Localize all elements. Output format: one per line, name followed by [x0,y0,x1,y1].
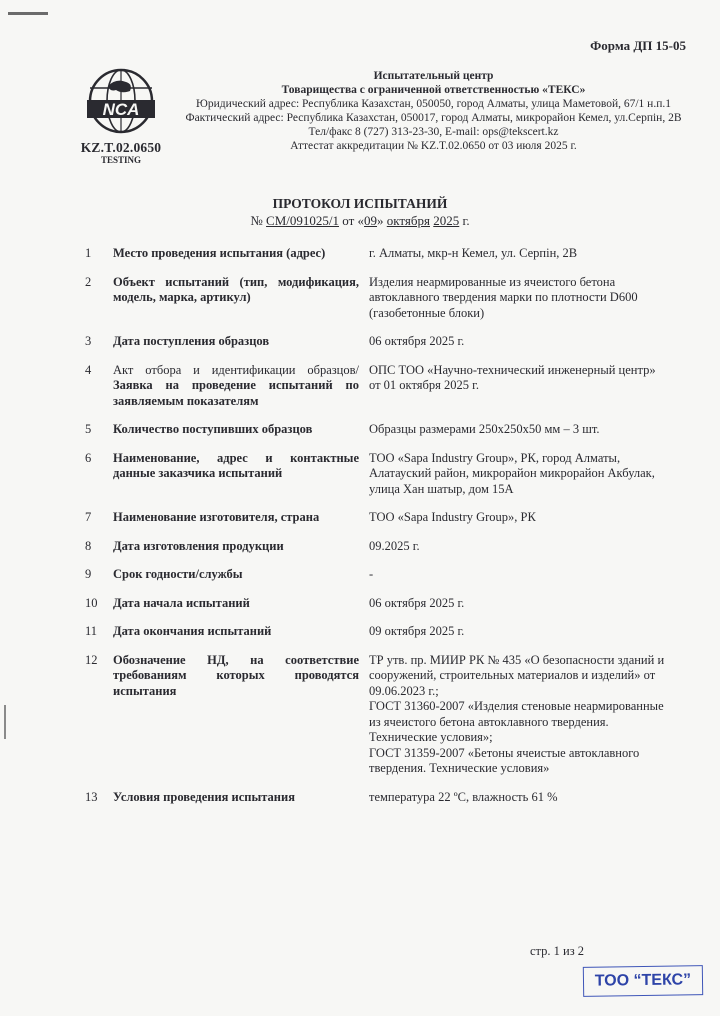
field-value: 09 октября 2025 г. [369,624,465,638]
protocol-year: 2025 [433,213,460,228]
protocol-month: октября [386,213,430,228]
field-value: 06 октября 2025 г. [369,334,465,348]
logo-code: KZ.T.02.0650 [80,140,162,155]
field-number: 1 [85,246,92,260]
field-number: 6 [85,450,92,465]
scan-mark [8,12,48,15]
field-value: г. Алматы, мкр-н Кемел, ул. Серпін, 2В [369,246,578,260]
field-label: Обозначение НД, на соответствие требованиям которых проводятся испытания [113,652,359,698]
field-value: - [369,567,374,581]
field-row [85,363,665,410]
field-label: Условия проведения испытания [113,789,295,804]
field-label-normal: Акт отбора и идентификации образцов/ [113,362,359,377]
protocol-year-suffix: г. [462,213,470,228]
field-row [85,567,665,583]
page-number: стр. 1 из 2 [530,944,585,958]
field-value: Изделия неармированные из ячеистого бетона автоклавного твердения марки по плотности D600 (газобетонные блоки) [369,274,638,320]
field-label: Место проведения испытания (адрес) [113,246,326,260]
field-row [85,451,665,498]
field-row [85,624,665,640]
field-number: 9 [85,567,92,581]
globe-logo-icon [86,66,156,138]
scan-side-mark [4,705,6,739]
field-value: ОПС ТОО «Научно-технический инженерный центр» от 01 октября 2025 г. [369,362,656,392]
field-row [85,275,665,322]
field-label [113,363,369,410]
field-number: 4 [85,362,92,377]
field-row [85,596,665,612]
field-label: Наименование изготовителя, страна [113,510,320,524]
field-number: 5 [85,422,92,436]
logo-testing: TESTING [100,155,142,165]
field-label: Дата окончания испытаний [113,624,272,638]
protocol-day: 09 [364,213,378,228]
field-label: Дата поступления образцов [113,334,270,348]
protocol-from: от « [342,213,365,228]
header-block [176,69,691,153]
field-number: 7 [85,510,92,524]
field-label: Объект испытаний (тип, модификация, модель, марка, артикул) [113,274,359,304]
field-number: 3 [85,334,92,348]
logo-letters: NCA [102,100,140,119]
field-value: 06 октября 2025 г. [369,595,465,610]
field-number: 8 [85,538,92,553]
header-contacts: Тел/факс 8 (727) 313-23-30, E-mail: ops@tekscert.kz [308,126,559,138]
field-label: Дата изготовления продукции [113,538,284,553]
company-stamp: ТОО “ТЕКС” [583,965,703,997]
field-label: Наименование, адрес и контактные данные заказчика испытаний [113,450,359,480]
protocol-fields [85,246,665,818]
field-value: ТОО «Sapa Industry Group», РК [369,510,536,524]
nca-logo [72,66,170,165]
field-row [85,422,665,438]
field-number: 2 [85,274,92,289]
field-label: Количество поступивших образцов [113,422,313,436]
field-number: 13 [85,789,98,804]
header-legal-address: Юридический адрес: Республика Казахстан, 050050, город Алматы, улица Маметовой, 67/1 н.п.1 [196,98,671,110]
field-value: температура 22 ºС, влажность 61 % [369,789,558,804]
field-row [85,246,665,262]
protocol-day-close: » [377,213,384,228]
protocol-number: CM/091025/1 [266,213,339,228]
field-value: 09.2025 г. [369,538,420,553]
field-value: ТР утв. пр. МИИР РК № 435 «О безопасности зданий и сооружений, строительных материалов и изделий» от 09.06.2023 г.; ГОСТ 31360-2007 «Изделия стеновые неармированные из ячеистого бетона автоклавного твердения. Технические условия»; ГОСТ 31359-2007 «Бетоны ячеистые автоклавного твердения. Технические условия» [369,652,665,775]
protocol-no-sign: № [250,213,263,228]
field-number: 11 [85,624,98,638]
field-row [85,539,665,555]
field-number: 10 [85,595,98,610]
field-row [85,653,665,777]
header-company: Товарищества с ограниченной ответственностью «ТЕКС» [281,84,586,96]
protocol-title: ПРОТОКОЛ ИСПЫТАНИЙ [272,196,448,211]
header-accreditation: Аттестат аккредитации № KZ.T.02.0650 от 03 июля 2025 г. [290,140,577,152]
header-actual-address: Фактический адрес: Республика Казахстан, 050017, город Алматы, микрорайон Кемел, ул.Серпін, 2В [185,112,682,124]
form-code: Форма ДП 15-05 [590,38,686,53]
protocol-number-line [0,213,720,229]
field-label-bold: Заявка на проведение испытаний по заявляемым показателям [113,378,359,408]
protocol-title-block [0,196,720,229]
field-label: Дата начала испытаний [113,595,250,610]
field-number: 12 [85,652,98,667]
field-row [85,510,665,526]
field-row [85,790,665,806]
field-row [85,334,665,350]
field-value: Образцы размерами 250x250x50 мм – 3 шт. [369,422,600,436]
header-center-name: Испытательный центр [373,70,494,82]
field-value: ТОО «Sapa Industry Group», РК, город Алматы, Алатауский район, микрорайон микрорайон Акбулак, улица Хан шатыр, дом 15А [369,450,655,496]
field-label: Срок годности/службы [113,567,243,581]
